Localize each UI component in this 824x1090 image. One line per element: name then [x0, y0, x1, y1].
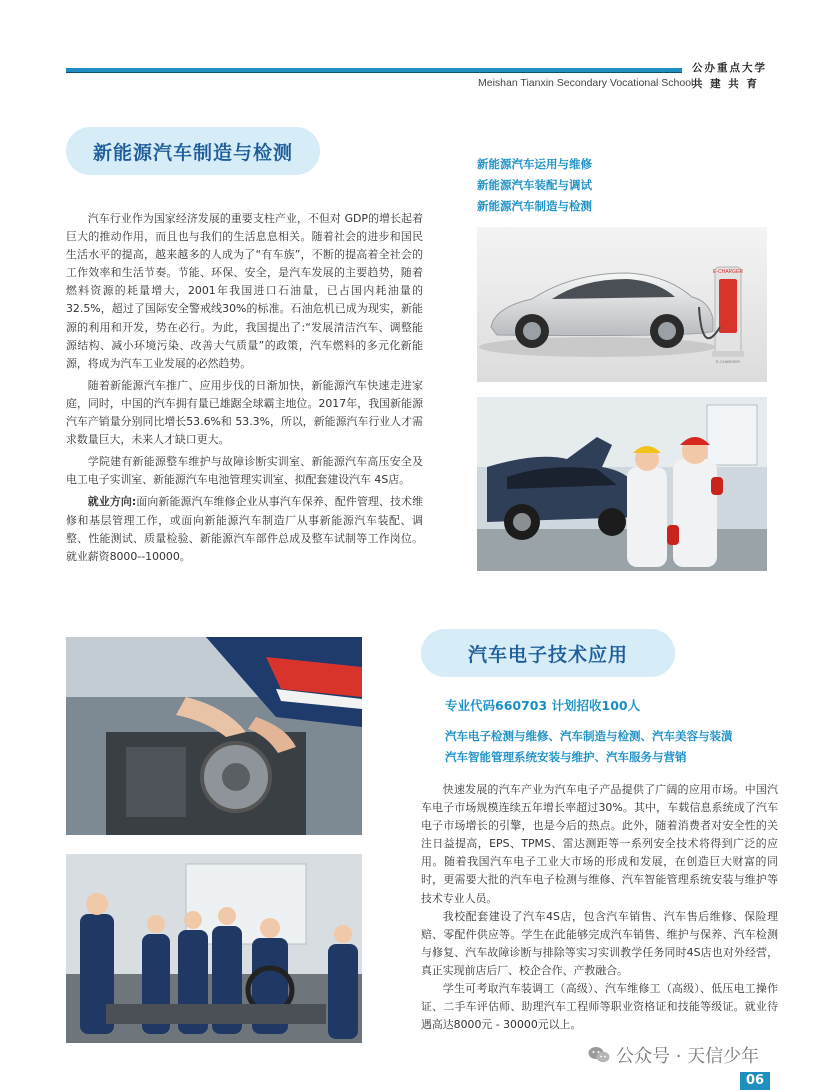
header-tagline-1: 公办重点大学 [692, 62, 767, 74]
school-name-en: Meishan Tianxin Secondary Vocational School [478, 77, 694, 89]
header-tagline-2: 共 建 共 育 [692, 78, 759, 90]
section1-paragraph: 汽车行业作为国家经济发展的重要支柱产业，不但对 GDP的增长起着巨大的推动作用，而且也与我们的生活息息相关。随着社会的进步和国民生活水平的提高，越来越多的人成为了“有车族”，不断的提高着全社会的工作效率和生活节奏。节能、环保、安全，是汽车发展的主要趋势，随着燃料资源的耗量增大，2001年我国进口石油量，已占国内耗油量的32.5%，超过了国际安全警戒线30%的标准。石油危机已成为现实，新能源的利用和开发，势在必行。为此，我国提出了:“发展清洁汽车、调整能源结构、减小环境污染、改善大气质量”的政策，汽车燃料的多元化新能源，将成为汽车工业发展的必然趋势。 [66, 212, 423, 370]
section2-body [421, 781, 778, 1034]
direction-item: 汽车电子检测与维修、汽车制造与检测、汽车美容与装潢 [445, 729, 733, 743]
section2-paragraph: 学生可考取汽车装调工（高级）、汽车维修工（高级）、低压电工操作证、二手车评估师、助理汽车工程师等职业资格证和技能等级证。就业待遇高达8000元 - 30000元以上。 [421, 982, 778, 1032]
photo-ev-charging [477, 227, 767, 382]
page-number: 06 [740, 1072, 770, 1090]
section1-directions [477, 154, 777, 217]
direction-item: 新能源汽车运用与维修 [477, 157, 592, 171]
employment-text: 面向新能源汽车维修企业从事汽车保养、配件管理、技术维修和基层管理工作，或面向新能源汽车制造厂从事新能源汽车装配、调整、性能测试、质量检验、新能源汽车部件总成及整车试制等工作岗位。就业薪资8000--10000。 [66, 495, 423, 563]
photo-engine-work [66, 637, 362, 835]
section1-body [66, 210, 423, 566]
charger-sub: E-CHARGER [715, 359, 741, 364]
charger-label: E-CHARGER [712, 269, 744, 275]
section1-title: 新能源汽车制造与检测 [66, 127, 320, 175]
wechat-icon [588, 1046, 610, 1064]
section2-paragraph: 快速发展的汽车产业为汽车电子产品提供了广阔的应用市场。中国汽车电子市场规模连续五年增长率超过30%。其中，车载信息系统成了汽车电子市场增长的引擎，也是今后的热点。此外，随着消费者对安全性的关注日益提高，EPS、TPMS、雷达测距等一系列安全技术将得到广泛的应用。随着我国汽车电子工业大市场的形成和发展，在创造巨大财富的同时，更需要大批的汽车电子检测与维修、汽车智能管理系统安装与维护等技术专业人员。 [421, 783, 778, 905]
section2-title: 汽车电子技术应用 [421, 629, 675, 677]
direction-item: 汽车智能管理系统安装与维护、汽车服务与营销 [445, 750, 687, 764]
section2-paragraph: 我校配套建设了汽车4S店，包含汽车销售、汽车售后维修、保险理赔、零配件供应等。学生在此能够完成汽车销售、维护与保养、汽车检测与修复、汽车故障诊断与排除等实习实训教学任务同时4S店也对外经营，真正实现前店后厂、校企合作、产教融合。 [421, 909, 778, 977]
section1-paragraph: 随着新能源汽车推广、应用步伐的日渐加快，新能源汽车快速走进家庭，同时，中国的汽车拥有量已雄踞全球霸主地位。2017年，我国新能源汽车产销量分别同比增长53.6%和 53.3%，所以，新能源汽车行业人才需求数量巨大，未来人才缺口更大。 [66, 378, 423, 447]
header-rule-thin [66, 72, 682, 73]
section2-directions [445, 726, 785, 768]
section1-paragraph: 学院建有新能源整车维护与故障诊断实训室、新能源汽车高压安全及电工电子实训室、新能源汽车电池管理实训室、拟配套建设汽车 4S店。 [66, 455, 423, 487]
major-code-line: 专业代码660703 计划招收100人 [445, 698, 641, 713]
employment-label: 就业方向: [87, 495, 137, 509]
direction-item: 新能源汽车制造与检测 [477, 199, 592, 213]
employment-paragraph [66, 493, 423, 565]
watermark-text: 公众号 · 天信少年 [616, 1046, 760, 1067]
photo-students-tesla [477, 397, 767, 571]
direction-item: 新能源汽车装配与调试 [477, 178, 592, 192]
photo-students-lab [66, 854, 362, 1043]
wechat-watermark [588, 1042, 759, 1068]
header-tagline [692, 60, 772, 92]
